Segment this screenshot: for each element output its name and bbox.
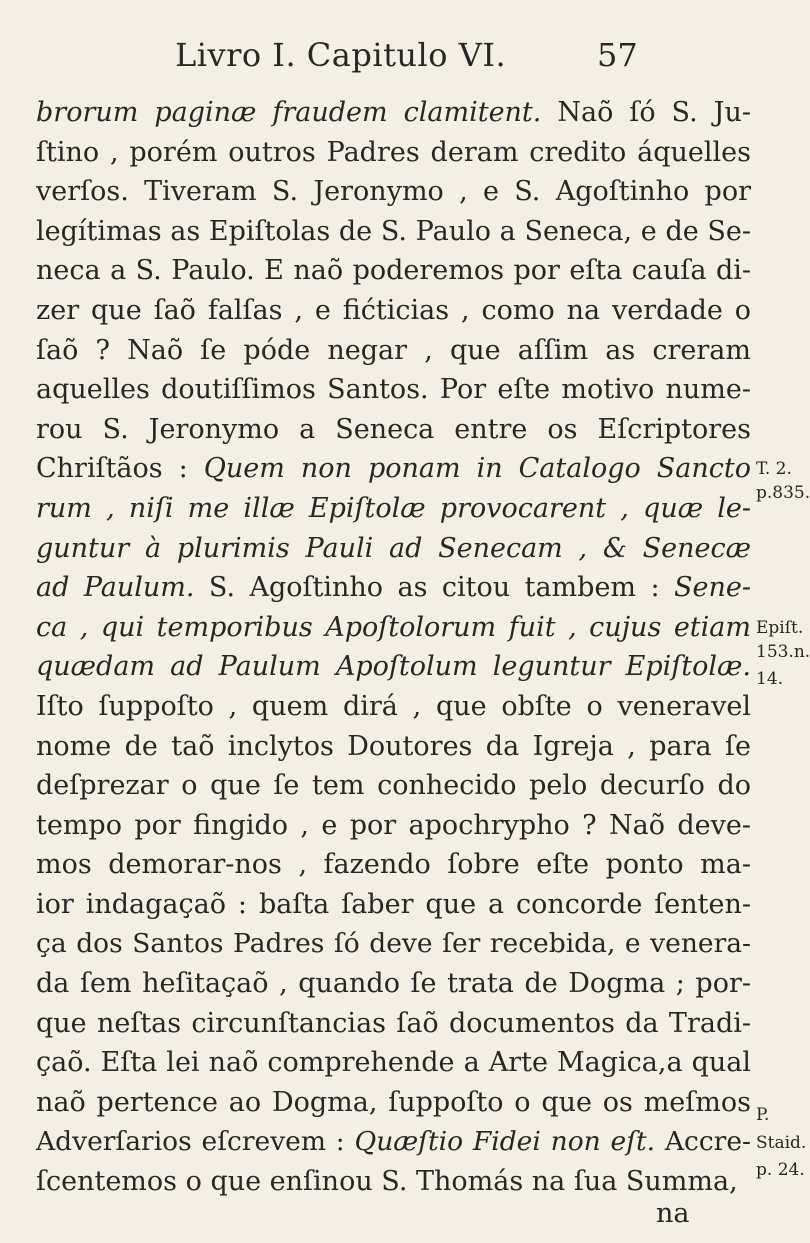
text-line (36, 1162, 751, 1202)
text-segment: deſprezar o que ſe tem conhecido pelo decurſo do (36, 770, 751, 802)
text-line (36, 291, 751, 331)
text-segment: ça dos Santos Padres ſó deve ſer recebida, e venera- (36, 928, 751, 960)
margin-note: Staid. (756, 1132, 807, 1153)
text-line (36, 845, 751, 885)
text-line (36, 172, 751, 212)
text-segment: aquelles doutiſſimos Santos. Por eſte motivo nume- (36, 374, 751, 406)
text-line (36, 370, 751, 410)
text-line (36, 1083, 751, 1123)
margin-note: p.835. (756, 483, 810, 504)
text-segment: quædam ad Paulum Apoſtolum leguntur Epiſtolæ. (36, 651, 751, 683)
text-line (36, 93, 751, 133)
text-segment: çaõ. Eſta lei naõ comprehende a Arte Magica,a qual (36, 1047, 751, 1079)
text-segment: naõ pertence ao Dogma, ſuppoſto o que os meſmos (36, 1086, 751, 1118)
text-line (36, 410, 751, 450)
text-segment: ca , qui temporibus Apoſtolorum fuit , cujus etiam (36, 611, 751, 643)
text-segment: tempo por fingido , e por apochrypho ? Naõ deve- (36, 809, 751, 841)
margin-note: 153.n. (756, 641, 810, 662)
text-segment: Adverſarios eſcrevem : (36, 1126, 355, 1158)
text-line (36, 964, 751, 1004)
text-segment: rum , niſi me illæ Epiſtolæ provocarent , quæ le- (36, 492, 751, 524)
text-segment: brorum paginæ fraudem clamitent. (36, 97, 542, 128)
text-line (36, 687, 751, 727)
text-segment: Iſto ſuppoſto , quem dirá , que obſte o veneravel (36, 690, 751, 722)
text-line (36, 647, 751, 687)
page-number: 57 (597, 36, 638, 74)
text-segment: ior indagaçaõ : baſta ſaber que a concorde ſenten- (36, 888, 751, 920)
text-segment: Accre- (655, 1126, 751, 1158)
text-line (36, 766, 751, 806)
text-segment: zer que ſaõ falſas , e fićticias , como na verdade o (36, 294, 751, 326)
text-line (36, 212, 751, 252)
margin-note: T. 2. (756, 459, 792, 480)
text-segment: S. Agoſtinho as citou tambem : (194, 572, 675, 604)
text-segment: Chriſtãos : (36, 453, 204, 485)
text-line (36, 331, 751, 371)
text-line (36, 924, 751, 964)
text-segment: legítimas as Epiſtolas de S. Paulo a Seneca, e de Se- (36, 215, 751, 247)
text-line (36, 251, 751, 291)
text-segment: Sene- (674, 572, 751, 604)
catchword: na (656, 1198, 690, 1229)
text-line (36, 1004, 751, 1044)
text-segment: mos demorar-nos , fazendo ſobre eſte ponto ma- (36, 849, 751, 881)
text-line (36, 449, 751, 489)
text-line (36, 806, 751, 846)
text-segment: verſos. Tiveram S. Jeronymo , e S. Agoſtinho por (36, 176, 751, 208)
margin-note: 14. (756, 669, 784, 690)
text-segment: Naõ ſó S. Ju- (541, 97, 751, 128)
text-line (36, 1043, 751, 1083)
text-segment: neca a S. Paulo. E naõ poderemos por eſta cauſa di- (36, 255, 751, 287)
text-segment: ſtino , porém outros Padres deram credito áquelles (36, 136, 751, 168)
text-line (36, 727, 751, 767)
text-segment: que neſtas circunſtancias ſaõ documentos da Tradi- (36, 1007, 751, 1039)
text-segment: ſaõ ? Naõ ſe póde negar , que aſſim as creram (36, 334, 751, 366)
running-header (0, 36, 800, 80)
text-segment: nome de taõ inclytos Doutores da Igreja , para ſe (36, 730, 751, 762)
margin-note: p. 24. (756, 1160, 805, 1181)
text-line (36, 608, 751, 648)
text-segment: ad Paulum. (36, 572, 195, 604)
text-segment: Quem non ponam in Catalogo Sancto (203, 453, 752, 485)
text-line (36, 885, 751, 925)
text-segment: guntur à plurimis Pauli ad Senecam , & Senecæ (36, 532, 751, 564)
text-line (36, 529, 751, 569)
margin-note: Epiſt. (756, 617, 804, 638)
body-text (36, 93, 751, 1202)
text-line (36, 133, 751, 173)
text-segment: da ſem heſitaçaõ , quando ſe trata de Dogma ; por- (36, 968, 751, 1000)
margin-note: P. (756, 1104, 770, 1125)
text-line (36, 1122, 751, 1162)
text-segment: rou S. Jeronymo a Seneca entre os Eſcriptores (36, 413, 751, 445)
text-line (36, 568, 751, 608)
text-segment: ſcentemos o que enſinou S. Thomás na ſua Summa, (36, 1166, 738, 1198)
text-segment: Quæſtio Fidei non eſt. (354, 1126, 656, 1158)
running-title: Livro I. Capitulo VI. (175, 36, 507, 74)
text-line (36, 489, 751, 529)
